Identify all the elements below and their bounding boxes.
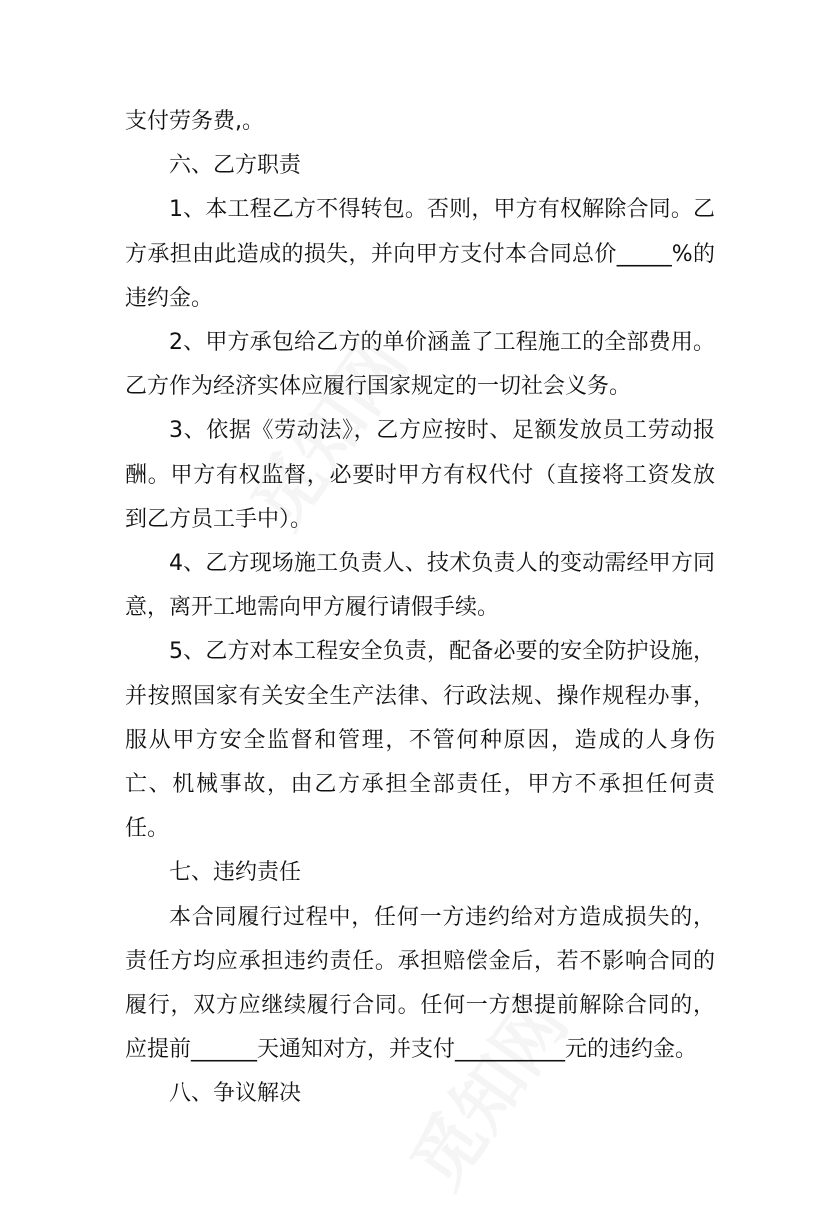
section-heading-dispute-resolution: 八、争议解决 xyxy=(169,1081,302,1107)
document-body xyxy=(125,100,715,1117)
section-heading-breach-liability: 七、违约责任 xyxy=(169,860,302,886)
clause-no-subcontract: 1、本工程乙方不得转包。否则，甲方有权解除合同。乙方承担由此造成的损失，并向甲方支付本合同总价_____%的违约金。 xyxy=(125,197,715,311)
clause-breach: 本合同履行过程中，任何一方违约给对方造成损失的，责任方均应承担违约责任。承担赔偿金后，若不影响合同的履行，双方应继续履行合同。任何一方想提前解除合同的，应提前______天通知对方，并支付__________元的违约金。 xyxy=(125,904,715,1063)
paragraph-payment-continuation: 支付劳务费,。 xyxy=(125,109,264,134)
clause-safety: 5、乙方对本工程安全负责，配备必要的安全防护设施，并按照国家有关安全生产法律、行政法规、操作规程办事，服从甲方安全监督和管理，不管何种原因，造成的人身伤亡、机械事故，由乙方承担全部责任，甲方不承担任何责任。 xyxy=(125,639,715,842)
clause-labor-law: 3、依据《劳动法》，乙方应按时、足额发放员工劳动报酬。甲方有权监督，必要时甲方有权代付（直接将工资发放到乙方员工手中）。 xyxy=(125,418,715,532)
clause-unit-price: 2、甲方承包给乙方的单价涵盖了工程施工的全部费用。乙方作为经济实体应履行国家规定的一切社会义务。 xyxy=(125,330,715,400)
clause-personnel-change: 4、乙方现场施工负责人、技术负责人的变动需经甲方同意，离开工地需向甲方履行请假手续。 xyxy=(125,551,715,621)
section-heading-party-b-duties: 六、乙方职责 xyxy=(169,153,302,179)
